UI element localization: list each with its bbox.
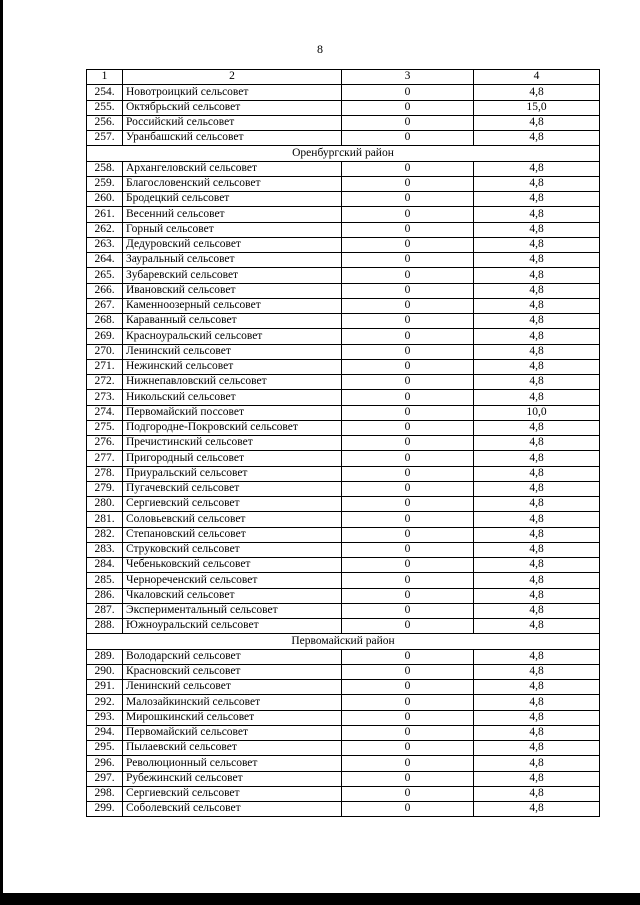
section-title: Первомайский район xyxy=(87,634,600,649)
row-col4-value: 4,8 xyxy=(474,329,600,344)
row-col4-value: 4,8 xyxy=(474,527,600,542)
column-header: 2 xyxy=(123,70,342,85)
row-col4-value: 4,8 xyxy=(474,344,600,359)
row-number: 261. xyxy=(87,207,123,222)
row-col4-value: 4,8 xyxy=(474,725,600,740)
table-row xyxy=(87,603,600,618)
row-name: Экспериментальный сельсовет xyxy=(123,603,342,618)
row-col4-value: 4,8 xyxy=(474,115,600,130)
row-col4-value: 4,8 xyxy=(474,710,600,725)
table-row xyxy=(87,542,600,557)
row-number: 268. xyxy=(87,314,123,329)
row-name: Малозайкинский сельсовет xyxy=(123,695,342,710)
row-name: Каменноозерный сельсовет xyxy=(123,298,342,313)
row-col4-value: 4,8 xyxy=(474,558,600,573)
table-row xyxy=(87,298,600,313)
table-row xyxy=(87,329,600,344)
row-name: Архангеловский сельсовет xyxy=(123,161,342,176)
page-number: 8 xyxy=(317,42,323,56)
row-number: 259. xyxy=(87,176,123,191)
row-number: 299. xyxy=(87,802,123,817)
table-row xyxy=(87,786,600,801)
row-name: Чернореченский сельсовет xyxy=(123,573,342,588)
row-col3-value: 0 xyxy=(342,481,474,496)
row-col4-value: 4,8 xyxy=(474,664,600,679)
row-col4-value: 4,8 xyxy=(474,298,600,313)
row-name: Степановский сельсовет xyxy=(123,527,342,542)
row-col4-value: 4,8 xyxy=(474,741,600,756)
table-row xyxy=(87,725,600,740)
row-name: Рубежинский сельсовет xyxy=(123,771,342,786)
row-col3-value: 0 xyxy=(342,115,474,130)
row-number: 271. xyxy=(87,359,123,374)
row-col4-value: 4,8 xyxy=(474,649,600,664)
row-col4-value: 4,8 xyxy=(474,786,600,801)
row-col4-value: 4,8 xyxy=(474,359,600,374)
row-number: 258. xyxy=(87,161,123,176)
table-row xyxy=(87,100,600,115)
row-col3-value: 0 xyxy=(342,680,474,695)
row-number: 262. xyxy=(87,222,123,237)
row-col3-value: 0 xyxy=(342,771,474,786)
row-col4-value: 4,8 xyxy=(474,756,600,771)
row-number: 274. xyxy=(87,405,123,420)
row-name: Уранбашский сельсовет xyxy=(123,131,342,146)
row-name: Красновский сельсовет xyxy=(123,664,342,679)
row-col4-value: 4,8 xyxy=(474,253,600,268)
row-col3-value: 0 xyxy=(342,283,474,298)
row-number: 291. xyxy=(87,680,123,695)
row-col3-value: 0 xyxy=(342,298,474,313)
scan-left-edge xyxy=(0,0,3,905)
row-name: Южноуральский сельсовет xyxy=(123,619,342,634)
row-col3-value: 0 xyxy=(342,131,474,146)
row-col4-value: 4,8 xyxy=(474,375,600,390)
row-col3-value: 0 xyxy=(342,558,474,573)
table-row xyxy=(87,451,600,466)
row-col4-value: 10,0 xyxy=(474,405,600,420)
row-col4-value: 4,8 xyxy=(474,390,600,405)
table-row xyxy=(87,176,600,191)
table-row xyxy=(87,771,600,786)
row-col4-value: 4,8 xyxy=(474,436,600,451)
row-name: Пригородный сельсовет xyxy=(123,451,342,466)
table-row xyxy=(87,664,600,679)
row-number: 267. xyxy=(87,298,123,313)
row-col4-value: 4,8 xyxy=(474,619,600,634)
row-number: 272. xyxy=(87,375,123,390)
section-title: Оренбургский район xyxy=(87,146,600,161)
table-row xyxy=(87,695,600,710)
row-name: Бродецкий сельсовет xyxy=(123,192,342,207)
table-row xyxy=(87,802,600,817)
row-col3-value: 0 xyxy=(342,497,474,512)
table-row xyxy=(87,588,600,603)
row-number: 297. xyxy=(87,771,123,786)
row-col4-value: 4,8 xyxy=(474,512,600,527)
row-col4-value: 4,8 xyxy=(474,771,600,786)
table-row xyxy=(87,680,600,695)
row-col4-value: 4,8 xyxy=(474,497,600,512)
row-col3-value: 0 xyxy=(342,161,474,176)
row-col3-value: 0 xyxy=(342,710,474,725)
row-number: 265. xyxy=(87,268,123,283)
header-row xyxy=(87,70,600,85)
table-row xyxy=(87,512,600,527)
row-number: 287. xyxy=(87,603,123,618)
row-name: Приуральский сельсовет xyxy=(123,466,342,481)
row-number: 285. xyxy=(87,573,123,588)
table-row xyxy=(87,420,600,435)
row-name: Революционный сельсовет xyxy=(123,756,342,771)
row-col3-value: 0 xyxy=(342,512,474,527)
row-col3-value: 0 xyxy=(342,268,474,283)
row-name: Красноуральский сельсовет xyxy=(123,329,342,344)
row-number: 255. xyxy=(87,100,123,115)
table-row xyxy=(87,131,600,146)
row-col3-value: 0 xyxy=(342,725,474,740)
row-col4-value: 4,8 xyxy=(474,314,600,329)
row-number: 282. xyxy=(87,527,123,542)
row-name: Володарский сельсовет xyxy=(123,649,342,664)
table-row xyxy=(87,115,600,130)
table-row xyxy=(87,268,600,283)
table-body xyxy=(87,70,600,817)
row-col4-value: 4,8 xyxy=(474,466,600,481)
row-col4-value: 4,8 xyxy=(474,573,600,588)
table-row xyxy=(87,481,600,496)
row-number: 277. xyxy=(87,451,123,466)
column-header: 1 xyxy=(87,70,123,85)
table-row xyxy=(87,497,600,512)
row-number: 281. xyxy=(87,512,123,527)
table-row xyxy=(87,283,600,298)
table-row xyxy=(87,405,600,420)
row-number: 275. xyxy=(87,420,123,435)
row-name: Зауральный сельсовет xyxy=(123,253,342,268)
row-name: Пылаевский сельсовет xyxy=(123,741,342,756)
table-row xyxy=(87,741,600,756)
row-name: Весенний сельсовет xyxy=(123,207,342,222)
row-number: 290. xyxy=(87,664,123,679)
table-row xyxy=(87,649,600,664)
table-row xyxy=(87,527,600,542)
row-col3-value: 0 xyxy=(342,192,474,207)
row-col4-value: 4,8 xyxy=(474,603,600,618)
row-number: 256. xyxy=(87,115,123,130)
table-row xyxy=(87,85,600,100)
row-name: Чебеньковский сельсовет xyxy=(123,558,342,573)
row-name: Российский сельсовет xyxy=(123,115,342,130)
row-name: Мирошкинский сельсовет xyxy=(123,710,342,725)
row-col4-value: 4,8 xyxy=(474,207,600,222)
section-row xyxy=(87,146,600,161)
row-col3-value: 0 xyxy=(342,649,474,664)
table-row xyxy=(87,756,600,771)
row-number: 273. xyxy=(87,390,123,405)
row-number: 280. xyxy=(87,497,123,512)
row-col3-value: 0 xyxy=(342,786,474,801)
row-col4-value: 4,8 xyxy=(474,85,600,100)
row-col3-value: 0 xyxy=(342,756,474,771)
table-row xyxy=(87,237,600,252)
row-name: Горный сельсовет xyxy=(123,222,342,237)
row-name: Струковский сельсовет xyxy=(123,542,342,557)
row-col4-value: 4,8 xyxy=(474,237,600,252)
row-col3-value: 0 xyxy=(342,85,474,100)
row-name: Сергиевский сельсовет xyxy=(123,497,342,512)
row-col3-value: 0 xyxy=(342,390,474,405)
row-col3-value: 0 xyxy=(342,466,474,481)
row-col3-value: 0 xyxy=(342,527,474,542)
table-row xyxy=(87,314,600,329)
row-number: 295. xyxy=(87,741,123,756)
row-name: Нежинский сельсовет xyxy=(123,359,342,374)
row-col3-value: 0 xyxy=(342,588,474,603)
row-col3-value: 0 xyxy=(342,314,474,329)
row-col3-value: 0 xyxy=(342,603,474,618)
row-name: Чкаловский сельсовет xyxy=(123,588,342,603)
row-col3-value: 0 xyxy=(342,451,474,466)
row-col3-value: 0 xyxy=(342,176,474,191)
row-col3-value: 0 xyxy=(342,420,474,435)
column-header: 4 xyxy=(474,70,600,85)
row-number: 296. xyxy=(87,756,123,771)
row-col3-value: 0 xyxy=(342,436,474,451)
row-name: Сергиевский сельсовет xyxy=(123,786,342,801)
row-col4-value: 4,8 xyxy=(474,283,600,298)
row-col4-value: 4,8 xyxy=(474,680,600,695)
row-name: Первомайский поссовет xyxy=(123,405,342,420)
row-number: 264. xyxy=(87,253,123,268)
row-col3-value: 0 xyxy=(342,695,474,710)
row-name: Октябрьский сельсовет xyxy=(123,100,342,115)
table-row xyxy=(87,573,600,588)
table-row xyxy=(87,436,600,451)
row-name: Зубаревский сельсовет xyxy=(123,268,342,283)
table-row xyxy=(87,344,600,359)
row-name: Подгородне-Покровский сельсовет xyxy=(123,420,342,435)
row-col3-value: 0 xyxy=(342,344,474,359)
table-row xyxy=(87,375,600,390)
row-number: 263. xyxy=(87,237,123,252)
row-number: 279. xyxy=(87,481,123,496)
row-col3-value: 0 xyxy=(342,207,474,222)
column-header: 3 xyxy=(342,70,474,85)
row-name: Соболевский сельсовет xyxy=(123,802,342,817)
table-row xyxy=(87,619,600,634)
row-col4-value: 4,8 xyxy=(474,542,600,557)
row-name: Никольский сельсовет xyxy=(123,390,342,405)
row-name: Нижнепавловский сельсовет xyxy=(123,375,342,390)
row-col3-value: 0 xyxy=(342,329,474,344)
section-row xyxy=(87,634,600,649)
row-col4-value: 4,8 xyxy=(474,131,600,146)
row-number: 293. xyxy=(87,710,123,725)
row-number: 270. xyxy=(87,344,123,359)
row-number: 292. xyxy=(87,695,123,710)
row-name: Соловьевский сельсовет xyxy=(123,512,342,527)
row-col3-value: 0 xyxy=(342,253,474,268)
row-number: 260. xyxy=(87,192,123,207)
row-number: 283. xyxy=(87,542,123,557)
row-col4-value: 4,8 xyxy=(474,176,600,191)
table-row xyxy=(87,192,600,207)
row-number: 294. xyxy=(87,725,123,740)
row-col3-value: 0 xyxy=(342,405,474,420)
row-number: 257. xyxy=(87,131,123,146)
row-col4-value: 4,8 xyxy=(474,481,600,496)
row-name: Караванный сельсовет xyxy=(123,314,342,329)
row-number: 288. xyxy=(87,619,123,634)
row-name: Дедуровский сельсовет xyxy=(123,237,342,252)
row-col4-value: 4,8 xyxy=(474,451,600,466)
row-name: Ленинский сельсовет xyxy=(123,680,342,695)
row-col4-value: 4,8 xyxy=(474,695,600,710)
row-number: 289. xyxy=(87,649,123,664)
row-col3-value: 0 xyxy=(342,619,474,634)
row-name: Новотроицкий сельсовет xyxy=(123,85,342,100)
row-col3-value: 0 xyxy=(342,237,474,252)
row-col3-value: 0 xyxy=(342,542,474,557)
row-col4-value: 4,8 xyxy=(474,268,600,283)
row-name: Первомайский сельсовет xyxy=(123,725,342,740)
row-name: Ивановский сельсовет xyxy=(123,283,342,298)
row-col3-value: 0 xyxy=(342,375,474,390)
table-row xyxy=(87,558,600,573)
table-row xyxy=(87,710,600,725)
table-row xyxy=(87,161,600,176)
row-col4-value: 4,8 xyxy=(474,192,600,207)
row-col4-value: 4,8 xyxy=(474,420,600,435)
row-col4-value: 4,8 xyxy=(474,222,600,237)
row-number: 269. xyxy=(87,329,123,344)
table-row xyxy=(87,207,600,222)
row-col3-value: 0 xyxy=(342,741,474,756)
scan-bottom-edge xyxy=(0,893,640,905)
row-name: Благословенский сельсовет xyxy=(123,176,342,191)
data-table xyxy=(86,69,600,817)
table-row xyxy=(87,222,600,237)
table-row xyxy=(87,466,600,481)
row-col4-value: 4,8 xyxy=(474,161,600,176)
row-col4-value: 4,8 xyxy=(474,802,600,817)
row-col4-value: 15,0 xyxy=(474,100,600,115)
table-row xyxy=(87,359,600,374)
row-col3-value: 0 xyxy=(342,573,474,588)
row-col3-value: 0 xyxy=(342,222,474,237)
row-number: 254. xyxy=(87,85,123,100)
row-name: Ленинский сельсовет xyxy=(123,344,342,359)
row-col3-value: 0 xyxy=(342,359,474,374)
row-col3-value: 0 xyxy=(342,802,474,817)
row-number: 278. xyxy=(87,466,123,481)
row-number: 286. xyxy=(87,588,123,603)
row-number: 284. xyxy=(87,558,123,573)
row-name: Пречистинский сельсовет xyxy=(123,436,342,451)
row-name: Пугачевский сельсовет xyxy=(123,481,342,496)
row-number: 276. xyxy=(87,436,123,451)
table-row xyxy=(87,390,600,405)
row-col3-value: 0 xyxy=(342,664,474,679)
table-row xyxy=(87,253,600,268)
row-col4-value: 4,8 xyxy=(474,588,600,603)
row-number: 298. xyxy=(87,786,123,801)
row-col3-value: 0 xyxy=(342,100,474,115)
row-number: 266. xyxy=(87,283,123,298)
